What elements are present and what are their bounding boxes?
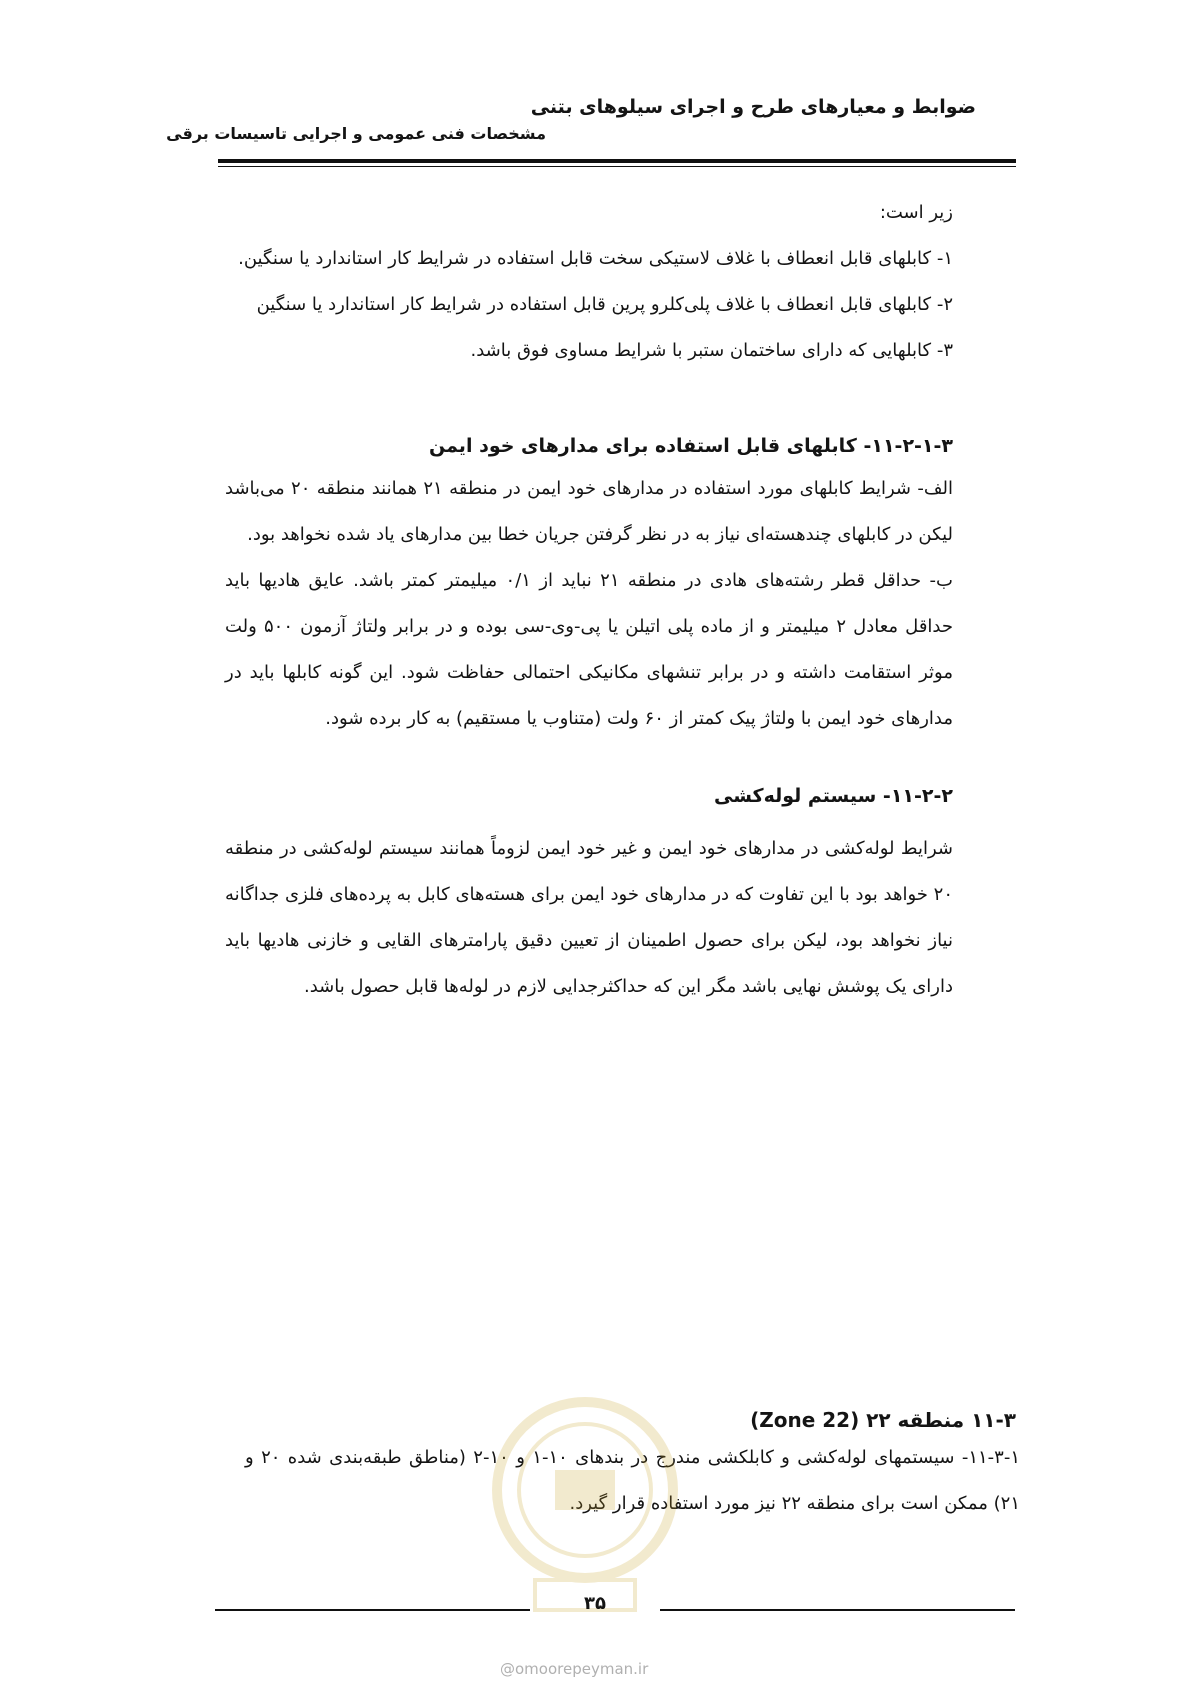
- running-header-subtitle: مشخصات فنی عمومی و اجرایی تاسیسات برقی: [166, 124, 546, 143]
- paragraph-be: ب- حداقل قطر رشته‌های هادی در منطقه ۲۱ نباید از ۰/۱ میلیمتر کمتر باشد. عایق هادیها باید حداقل معادل ۲ میلیمتر و از ماده پلی اتیلن یا پی-وی-سی بوده و در برابر ولتاژ آزمون ۵۰۰ ولت موثر استقامت داشته و در برابر تنشهای مکانیکی احتمالی حفاظت شود. این گونه کابلها باید در مدارهای خود ایمن با ولتاژ پیک کمتر از ۶۰ ولت (متناوب یا مستقیم) به کار برده شود.: [225, 570, 953, 729]
- footer-rule-right: [660, 1609, 1015, 1611]
- paragraph-conduit: شرایط لوله‌کشی در مدارهای خود ایمن و غیر خود ایمن لزوماً همانند سیستم لوله‌کشی در منطقه ۲۰ خواهد بود با این تفاوت که در مدارهای خود ایمن برای هسته‌های کابل به پرده‌های فلزی جداگانه نیاز نخواهد بود، لیکن برای حصول اطمینان از تعیین دقیق پارامترهای القایی و خازنی هادیها باید دارای یک پوشش نهایی باشد مگر این که حداکثرجدایی لازم در لوله‌ها قابل حصول باشد.: [225, 838, 953, 997]
- body-content: [225, 190, 953, 1010]
- section-heading-safe-cables: ۱۱-۲-۱-۳- کابلهای قابل استفاده برای مدارهای خود ایمن: [428, 435, 953, 457]
- header-rule-thin: [218, 166, 1016, 167]
- footer-rule-left: [215, 1609, 530, 1611]
- intro-text: زیر است:: [879, 202, 953, 223]
- page-number: ۳۵: [584, 1593, 606, 1614]
- seal-watermark-image: [480, 1395, 690, 1615]
- header-rule-thick: [218, 159, 1016, 163]
- list-item-3: ۳- کابلهایی که دارای ساختمان ستبر با شرایط مساوی فوق باشد.: [470, 340, 953, 361]
- list-item-1: ۱- کابلهای قابل انعطاف با غلاف لاستیکی سخت قابل استفاده در شرایط کار استاندارد یا سنگین.: [238, 248, 953, 269]
- paragraph-alef: الف- شرایط کابلهای مورد استفاده در مدارهای خود ایمن در منطقه ۲۱ همانند منطقه ۲۰ می‌باشد لیکن در کابلهای چندهسته‌ای نیاز به در نظر گرفتن جریان خطا بین مدارهای یاد شده نخواهد بود.: [225, 478, 953, 545]
- section-heading-zone22: ۱۱-۳ منطقه ۲۲ (Zone 22): [750, 1408, 1016, 1432]
- list-item-2: ۲- کابلهای قابل انعطاف با غلاف پلی‌کلرو پرین قابل استفاده در شرایط کار استاندارد یا سنگین: [256, 294, 953, 315]
- running-header-title: ضوابط و معیارهای طرح و اجرای سیلوهای بتنی: [530, 96, 976, 118]
- section-heading-conduit: ۱۱-۲-۲- سیستم لوله‌کشی: [713, 785, 953, 807]
- site-watermark: @omoorepeyman.ir: [500, 1660, 649, 1678]
- paragraph-zone22: ۱۱-۳-۱- سیستمهای لوله‌کشی و کابلکشی مندرج در بندهای ۱۰-۱ و ۱۰-۲ (مناطق طبقه‌بندی شده ۲۰ و ۲۱) ممکن است برای منطقه ۲۲ نیز مورد استفاده قرار گیرد.: [245, 1447, 1020, 1514]
